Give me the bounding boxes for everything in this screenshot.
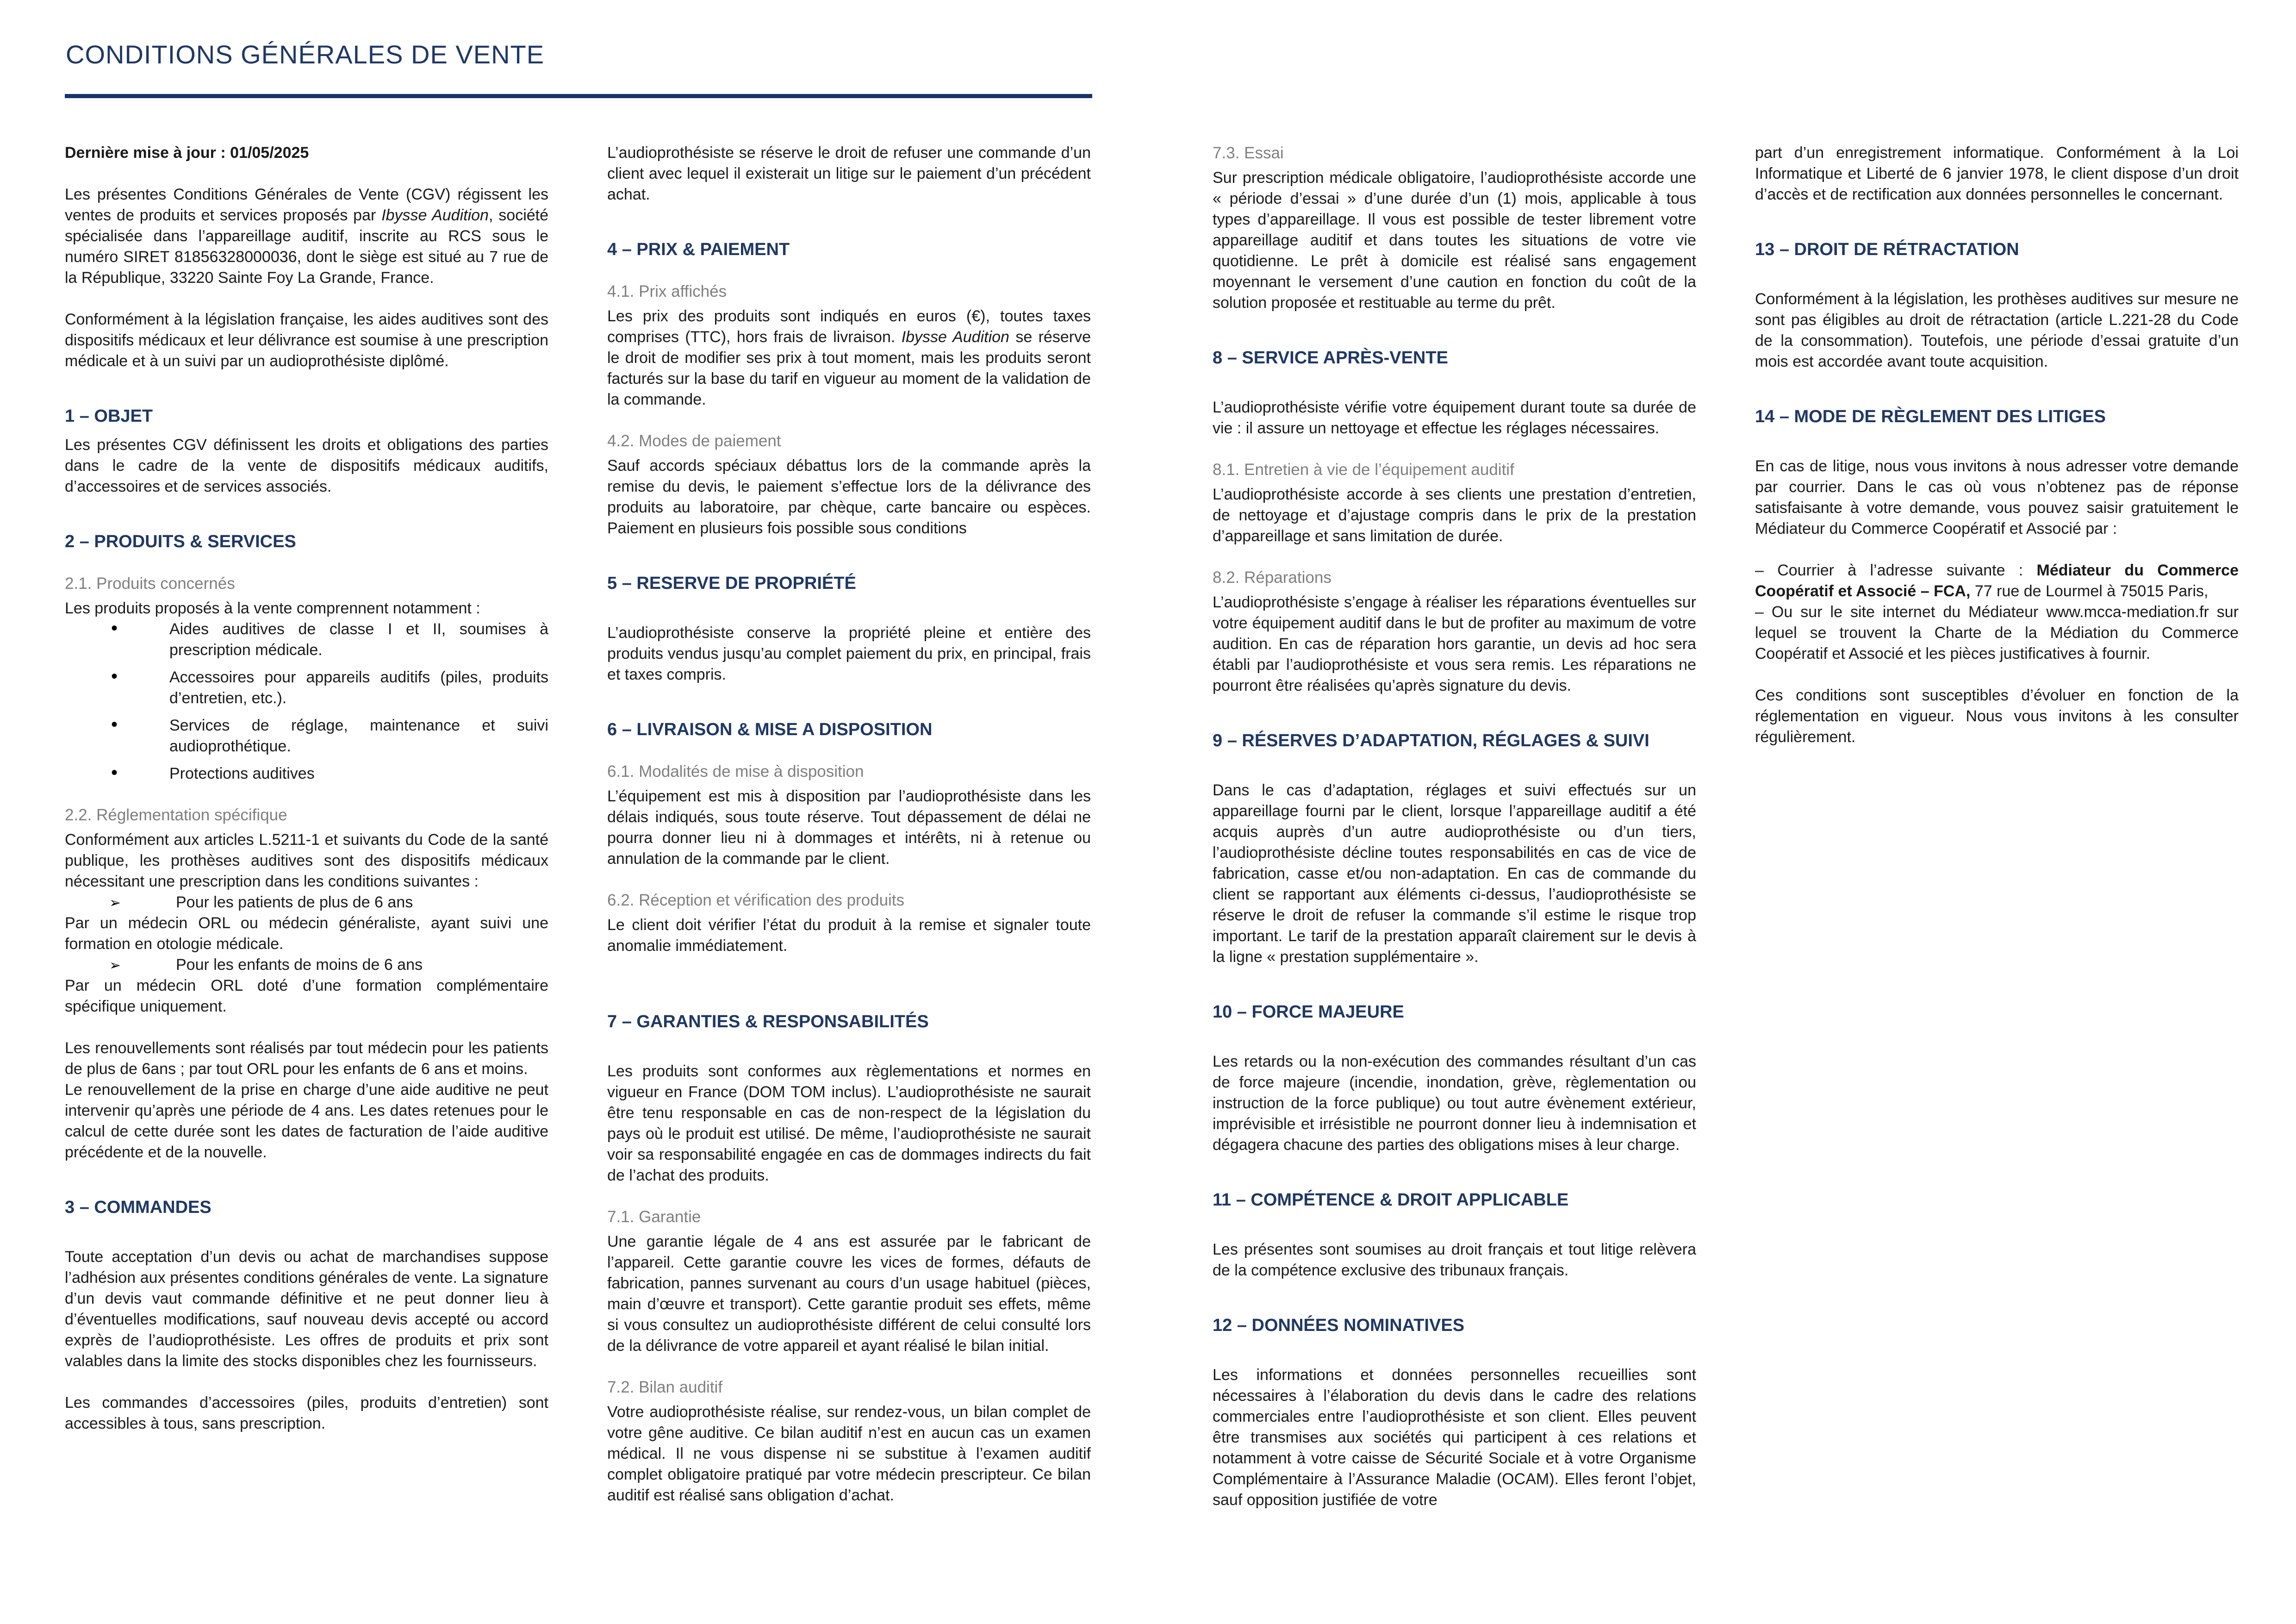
- spacer: [607, 1040, 1091, 1061]
- subsection-heading: 4.2. Modes de paiement: [607, 432, 781, 450]
- text-run: Ibysse Audition: [901, 328, 1009, 346]
- section-heading: 4 – PRIX & PAIEMENT: [607, 240, 790, 259]
- paragraph: Les commandes d’accessoires (piles, produits d’entretien) sont accessibles à tous, sans prescription.: [65, 1394, 548, 1432]
- subsection-heading: 6.2. Réception et vérification des produits: [607, 891, 905, 909]
- section-heading: 3 – COMMANDES: [65, 1198, 212, 1217]
- section-heading: 11 – COMPÉTENCE & DROIT APPLICABLE: [1213, 1190, 1569, 1210]
- bullet-item: • Accessoires pour appareils auditifs (piles, produits d’entretien, etc.).: [65, 667, 548, 709]
- text-run: Les présentes Conditions Générales de Vente (CGV) régissent les ventes de produits et services proposés par: [65, 186, 548, 224]
- paragraph: Les retards ou la non-exécution des commandes résultant d’un cas de force majeure (incendie, inondation, grève, règlementation ou instruction de la force publique) ou tout autre évènement extérieur, imprévisible et irrésistible ne pourront donner lieu à indemnisation et dégagera chacune des parties des obligations mises à leur charge.: [1213, 1053, 1696, 1154]
- text-run: Les prix des produits sont indiqués en euros (€), toutes taxes comprises (TTC), hors frais de livraison.: [607, 307, 1091, 346]
- paragraph: Les présentes CGV définissent les droits et obligations des parties dans le cadre de la vente de dispositifs médicaux auditifs, d’accessoires et de services associés.: [65, 436, 548, 495]
- column-4: [1755, 143, 2239, 748]
- spacer: [607, 956, 1091, 977]
- paragraph: Une garantie légale de 4 ans est assurée par le fabricant de l’appareil. Cette garantie couvre les vices de formes, défauts de fabrication, pannes survenant au cours d’un usage habituel (pièces, main d’œuvre et transport). Cette garantie produit ses effets, même si vous consultez un audioprothésiste différent de celui consulté lors de la délivrance de votre appareil et ayant réalisé le bilan initial.: [607, 1233, 1091, 1355]
- spacer: [65, 1372, 548, 1393]
- spacer: [1213, 1031, 1696, 1051]
- subsection-heading: 7.2. Bilan auditif: [607, 1378, 723, 1396]
- paragraph: Le renouvellement de la prise en charge d’une aide auditive ne peut intervenir qu’après une période de 4 ans. Les dates retenues pour le calcul de cette durée sont les dates de facturation de l’aide auditive précédente et de la nouvelle.: [65, 1081, 548, 1161]
- paragraph: Sur prescription médicale obligatoire, l’audioprothésiste accorde une « période d’essai » d’une durée d’un (1) mois, applicable à tous types d’appareillage. Il vous est possible de tester librement votre appareillage auditif et dans toutes les situations de votre vie quotidienne. Le prêt à domicile est réalisé sans engagement moyennant le versement d’une caution en fonction du coût de la solution proposée et restituable au terme du prêt.: [1213, 169, 1696, 312]
- section-heading: 13 – DROIT DE RÉTRACTATION: [1755, 240, 2019, 259]
- paragraph: Conformément aux articles L.5211-1 et suivants du Code de la santé publique, les prothèses auditives sont des dispositifs médicaux nécessitant une prescription dans les conditions suivantes :: [65, 831, 548, 890]
- section-heading: 2 – PRODUITS & SERVICES: [65, 532, 296, 551]
- spacer: [1213, 759, 1696, 780]
- section-heading: 9 – RÉSERVES D’ADAPTATION, RÉGLAGES & SUIVI: [1213, 731, 1649, 750]
- paragraph: Conformément à la législation française, les aides auditives sont des dispositifs médicaux et leur délivrance est soumise à une prescription médicale et à un suivi par un audioprothésiste diplômé.: [65, 311, 548, 370]
- paragraph: Les produits sont conformes aux règlementations et normes en vigueur en France (DOM TOM inclus). L’audioprothésiste ne saurait être tenu responsable en cas de non-respect de la législation du pays où le produit est utilisé. De même, l’audioprothésiste ne saurait voir sa responsabilité engagée en cas de dommages indirects du fait de l’achat des produits.: [607, 1062, 1091, 1184]
- paragraph: Le client doit vérifier l’état du produit à la remise et signaler toute anomalie immédiatement.: [607, 916, 1091, 955]
- paragraph: L’audioprothésiste s’engage à réaliser les réparations éventuelles sur votre équipement auditif dans le but de profiter au maximum de votre audition. En cas de réparation hors garantie, un devis ad hoc sera établi par l’audioprothésiste et vous sera remis. Les réparations ne pourront être réalisées qu’après signature du devis.: [1213, 593, 1696, 694]
- arrow-item: ➢ Pour les enfants de moins de 6 ans: [65, 955, 548, 975]
- page-title: CONDITIONS GÉNÉRALES DE VENTE: [66, 40, 545, 69]
- paragraph: L’audioprothésiste conserve la propriété pleine et entière des produits vendus jusqu’au complet paiement du prix, en principal, frais et taxes compris.: [607, 624, 1091, 683]
- paragraph: Par un médecin ORL doté d’une formation complémentaire spécifique uniquement.: [65, 977, 548, 1015]
- text-run: – Courrier à l’adresse suivante :: [1755, 562, 2037, 579]
- spacer: [607, 602, 1091, 623]
- paragraph: [65, 184, 548, 288]
- subsection-heading: 2.2. Réglementation spécifique: [65, 806, 287, 824]
- paragraph: Les renouvellements sont réalisés par tout médecin pour les patients de plus de 6ans ; par tout ORL pour les enfants de 6 ans et moins.: [65, 1039, 548, 1078]
- subsection-heading: 2.1. Produits concernés: [65, 575, 235, 593]
- text-run: Ibysse Audition: [381, 206, 489, 224]
- subsection-heading: 6.1. Modalités de mise à disposition: [607, 762, 864, 781]
- text-run: , société spécialisée dans l’appareillage auditif, inscrite au RCS sous le numéro SIRET 81856328000036, dont le siège est situé au 7 rue de la République, 33220 Sainte Foy La Grande, France.: [65, 206, 549, 287]
- paragraph: Par un médecin ORL ou médecin généraliste, ayant suivi une formation en otologie médicale.: [65, 914, 548, 953]
- spacer: [1213, 1344, 1696, 1365]
- spacer: [1213, 1218, 1696, 1239]
- paragraph: L’audioprothésiste vérifie votre équipement durant toute sa durée de vie : il assure un nettoyage et effectue les réglages nécessaires.: [1213, 399, 1696, 437]
- section-heading: 1 – OBJET: [65, 406, 153, 426]
- paragraph: L’audioprothésiste accorde à ses clients une prestation d’entretien, de nettoyage et d’ajustage compris dans le prix de la prestation d’appareillage et sans limitation de durée.: [1213, 486, 1696, 545]
- paragraph: Sauf accords spéciaux débattus lors de la commande après la remise du devis, le paiement s’effectue lors de la délivrance des produits au laboratoire, par chèque, carte bancaire ou espèces. Paiement en plusieurs fois possible sous conditions: [607, 457, 1091, 537]
- paragraph: Toute acceptation d’un devis ou achat de marchandises suppose l’adhésion aux présentes conditions générales de vente. La signature d’un devis vaut commande définitive et ne peut donner lieu à d’éventuelles modifications, sauf nouveau devis accepté ou accord exprès de l’audioprothésiste. Les offres de produits et prix sont valables dans la limite des stocks disponibles chez les fournisseurs.: [65, 1248, 548, 1370]
- spacer: [1213, 376, 1696, 397]
- paragraph: Dans le cas d’adaptation, réglages et suivi effectués sur un appareillage fourni par le client, lorsque l’appareillage auditif a été acquis auprès d’un autre audioprothésiste ou d’un tiers, l’audioprothésiste décline toutes responsabilités en cas de vice de fabrication, casse et/ou non-adaptation. En cas de commande du client se rapportant aux éléments ci-dessus, l’audioprothésiste se réserve le droit de refuser la commande s’il estime le risque trop important. Le tarif de la prestation apparaît clairement sur le devis à la ligne « prestation supplémentaire ».: [1213, 781, 1696, 966]
- paragraph: En cas de litige, nous vous invitons à nous adresser votre demande par courrier. Dans le cas où vous n’obtenez pas de réponse satisfaisante à votre demande, vous pouvez saisir gratuitement le Médiateur du Commerce Coopératif et Associé par :: [1755, 457, 2239, 537]
- arrow-item: ➢ Pour les patients de plus de 6 ans: [65, 892, 548, 913]
- spacer: [65, 163, 548, 184]
- paragraph: – Ou sur le site internet du Médiateur www.mcca-mediation.fr sur lequel se trouvent la Charte de la Médiation du Commerce Coopératif et Associé et les pièces justificatives à fournir.: [1755, 603, 2239, 662]
- subsection-heading: 7.3. Essai: [1213, 144, 1284, 162]
- text-run: 77 rue de Lourmel à 75015 Paris,: [1970, 582, 2209, 600]
- paragraph: [1755, 560, 2239, 602]
- spacer: [1755, 664, 2239, 685]
- title-underline-rule: [65, 94, 1092, 98]
- spacer: [1755, 435, 2239, 456]
- paragraph: Les présentes sont soumises au droit français et tout litige relèvera de la compétence exclusive des tribunaux français.: [1213, 1241, 1696, 1279]
- section-heading: 12 – DONNÉES NOMINATIVES: [1213, 1316, 1465, 1335]
- section-heading: 5 – RESERVE DE PROPRIÉTÉ: [607, 574, 856, 593]
- paragraph: part d’un enregistrement informatique. Conformément à la Loi Informatique et Liberté de 6 janvier 1978, le client dispose d’un droit d’accès et de rectification aux données personnelles le concernant.: [1755, 144, 2239, 203]
- spacer: [65, 1017, 548, 1038]
- column-2: [607, 143, 1091, 1506]
- spacer: [65, 288, 548, 309]
- text-run: Médiateur du Commerce Coopératif et Associé – FCA,: [1755, 562, 2239, 600]
- spacer: [1755, 539, 2239, 560]
- paragraph: L’équipement est mis à disposition par l’audioprothésiste dans les délais indiqués, sous toute réserve. Tout dépassement de délai ne pourra donner lieu ni à dommages et intérêts, ni à retenue ou annulation de la commande par le client.: [607, 787, 1091, 868]
- section-heading: 14 – MODE DE RÈGLEMENT DES LITIGES: [1755, 407, 2106, 426]
- paragraph: Votre audioprothésiste réalise, sur rendez-vous, un bilan complet de votre gêne auditive. Ce bilan auditif n’est en aucun cas un examen médical. Il ne vous dispense ni se substitue à l’examen auditif complet obligatoire pratiqué par votre médecin prescripteur. Ce bilan auditif est réalisé sans obligation d’achat.: [607, 1403, 1091, 1504]
- paragraph: [607, 306, 1091, 410]
- paragraph: L’audioprothésiste se réserve le droit de refuser une commande d’un client avec lequel il existerait un litige sur le paiement d’un précédent achat.: [607, 144, 1091, 203]
- paragraph: Ces conditions sont susceptibles d’évoluer en fonction de la réglementation en vigueur. Nous vous invitons à les consulter régulièrement.: [1755, 687, 2239, 746]
- subsection-heading: 8.2. Réparations: [1213, 568, 1332, 587]
- paragraph: Les informations et données personnelles recueillies sont nécessaires à l’élaboration du devis dans le cadre des relations commerciales entre l’audioprothésiste et son client. Elles peuvent être transmises aux sociétés qui participent à ces relations et notamment à votre caisse de Sécurité Sociale et à votre Organisme Complémentaire à l’Assurance Maladie (OCAM). Elles feront l’objet, sauf opposition justifiée de votre: [1213, 1366, 1696, 1509]
- text-run: se réserve le droit de modifier ses prix à tout moment, mais les produits seront facturés sur la base du tarif en vigueur au moment de la validation de la commande.: [607, 328, 1091, 408]
- column-3: [1213, 143, 1696, 1511]
- paragraph: Conformément à la législation, les prothèses auditives sur mesure ne sont pas éligibles au droit de rétractation (article L.221-28 du Code de la consommation). Toutefois, une période d’essai gratuite d’un mois est accordée avant toute acquisition.: [1755, 290, 2239, 370]
- spacer: [65, 1226, 548, 1247]
- bullet-item: • Aides auditives de classe I et II, soumises à prescription médicale.: [65, 619, 548, 661]
- subsection-heading: 4.1. Prix affichés: [607, 282, 727, 300]
- subsection-heading: 8.1. Entretien à vie de l’équipement auditif: [1213, 461, 1514, 479]
- bullet-item: • Services de réglage, maintenance et suivi audioprothétique.: [65, 715, 548, 757]
- paragraph: [65, 143, 548, 163]
- text-run: Dernière mise à jour : 01/05/2025: [65, 144, 309, 162]
- section-heading: 10 – FORCE MAJEURE: [1213, 1002, 1404, 1022]
- bullet-item: • Protections auditives: [65, 763, 548, 784]
- spacer: [1755, 268, 2239, 289]
- column-1: [65, 143, 548, 1434]
- section-heading: 6 – LIVRAISON & MISE A DISPOSITION: [607, 720, 933, 739]
- paragraph: Les produits proposés à la vente comprennent notamment :: [65, 600, 480, 617]
- subsection-heading: 7.1. Garantie: [607, 1208, 701, 1226]
- section-heading: 7 – GARANTIES & RESPONSABILITÉS: [607, 1012, 929, 1031]
- section-heading: 8 – SERVICE APRÈS-VENTE: [1213, 348, 1448, 368]
